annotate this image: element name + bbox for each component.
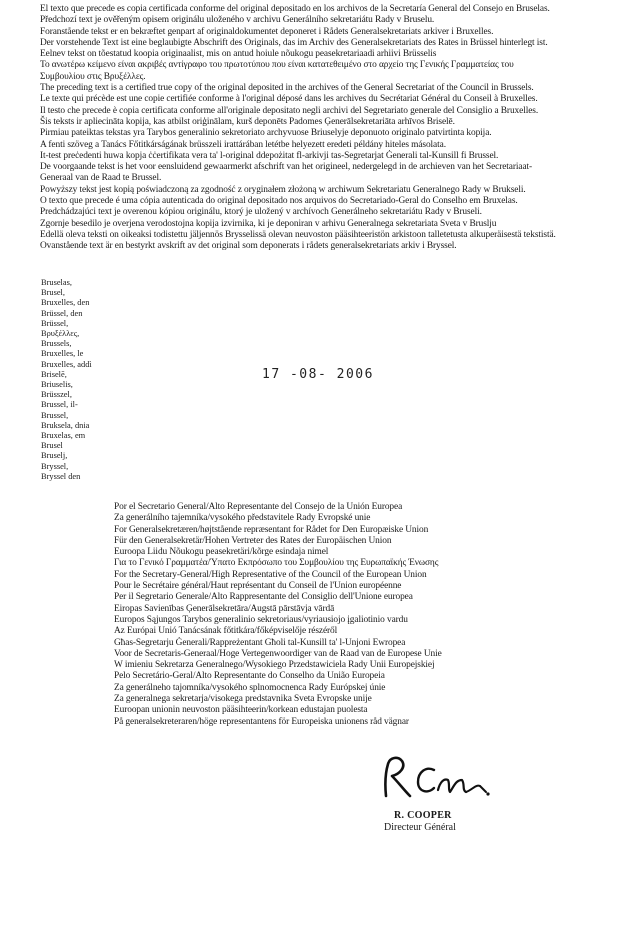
representative-line: Za generálneho tajomníka/vysokého splnomocnenca Rady Európskej únie [114,682,386,693]
date-stamp: 17 -08- 2006 [262,367,374,382]
certification-line: Zgornje besedilo je overjena verodostojna kopija izvirnika, ki je deponiran v arhivu Generalnega sekretariata Sveta v Bruslju [40,218,497,229]
certification-line: Powyższy tekst jest kopią poświadczoną za zgodność z oryginałem złożoną w archiwum Sekretariatu Generalnego Rady w Brukseli. [40,184,526,195]
city-line: Briselē, [41,369,67,379]
city-line: Brussel, il- [41,400,78,410]
certification-line: Pirmiau pateiktas tekstas yra Tarybos generalinio sekretoriato archyvuose Briuselyje deponuoto originalo patvirtinta kopija. [40,128,492,139]
representative-line: Europos Sąjungos Tarybos generalinio sekretoriaus/vyriausiojo įgaliotinio vardu [114,614,408,625]
city-line: Bruxelles, le [41,349,84,359]
representative-formulas [114,502,634,728]
representative-line: Za generálního tajemníka/vysokého představitele Rady Evropské unie [114,513,371,524]
certification-line: The preceding text is a certified true copy of the original deposited in the archives of the General Secretariat of the Council in Brussels. [40,83,534,94]
certification-line: A fenti szöveg a Tanács Főtitkárságának brüsszeli irattárában letétbe helyezett eredeti példány hiteles másolata. [40,139,446,150]
representative-line: For the Secretary-General/High Representative of the Council of the European Union [114,569,427,580]
certification-line: Předchozí text je ověřeným opisem originálu uloženého v archivu Generálního sekretariátu Rady v Bruselu. [40,15,435,26]
representative-line: Für den Generalsekretär/Hohen Vertreter des Rates der Europäischen Union [114,535,392,546]
place-names-list [41,278,121,482]
city-line: Bruxelas, em [41,431,86,441]
certification-line: Le texte qui précède est une copie certifiée conforme à l'original déposé dans les archives du Secrétariat Général du Conseil à Bruxelles. [40,94,538,105]
certification-line: Foranstående tekst er en bekræftet genpart af originaldokumentet deponeret i Rådets Generalsekretariats arkiver i Bruxelles. [40,26,494,37]
certification-line: O texto que precede é uma cópia autenticada do original depositado nos arquivos do Secretariado-Geral do Conselho em Bruxelas. [40,196,518,207]
certification-statements [40,4,636,253]
representative-line: Za generalnega sekretarja/visokega predstavnika Sveta Evropske unije [114,694,372,705]
city-line: Bryssel, [41,461,69,471]
city-line: Bruxelles, den [41,298,90,308]
certification-line: Šis teksts ir apliecināta kopija, kas atbilst oriģinālam, kurš deponēts Padomes Ģenerālsekretariāta arhīvos Briselē. [40,116,455,127]
representative-line: W imieniu Sekretarza Generalnego/Wysokiego Przedstawiciela Rady Unii Europejskiej [114,660,435,671]
city-line: Briuselis, [41,380,73,390]
certification-line: Predchádzajúci text je overenou kópiou originálu, ktorý je uložený v archívoch Generálneho sekretariátu Rady v Bruseli. [40,207,482,218]
certification-line: De voorgaande tekst is het voor eensluidend gewaarmerkt afschrift van het origineel, nedergelegd in de archieven van het Secretariaat- [40,162,533,173]
representative-line: Per il Segretario Generale/Alto Rappresentante del Consiglio dell'Unione europea [114,592,413,603]
certification-line: Eelnev tekst on tõestatud koopia originaalist, mis on antud hoiule nõukogu peasekretariaadi arhiivi Brüsselis [40,49,437,60]
city-line: Bryssel den [41,471,81,481]
representative-line: På generalsekreteraren/höge representantens för Europeiska unionens råd vägnar [114,716,409,727]
representative-line: For Generalsekretæren/højtstående repræsentant for Rådet for Den Europæiske Union [114,524,429,535]
representative-line: Για το Γενικό Γραμματέα/Ύπατο Εκπρόσωπο του Συμβουλίου της Ευρωπαϊκής Ένωσης [114,558,439,569]
representative-line: Por el Secretario General/Alto Representante del Consejo de la Unión Europea [114,502,403,512]
handwritten-signature [376,752,496,802]
certification-line: Il testo che precede è copia certificata conforme all'originale depositato negli archivi del Segretariato generale del Consiglio a Bruxelles. [40,105,539,116]
certification-line: El texto que precede es copia certificada conforme del original depositado en los archivos de la Secretaría General del Consejo en Bruselas. [40,4,550,14]
representative-line: Az Európai Unió Tanácsának főtitkára/főképviselője részéről [114,626,338,637]
certification-line: Συμβουλίου στις Βρυξέλλες. [40,71,146,82]
representative-line: Euroopa Liidu Nõukogu peasekretäri/kõrge esindaja nimel [114,547,329,558]
city-line: Brüssel, den [41,308,83,318]
city-line: Brussel, [41,410,69,420]
city-line: Brüssel, [41,318,69,328]
representative-line: Pelo Secretário-Geral/Alto Representante do Conselho da União Europeia [114,671,385,682]
city-line: Brusel [41,441,63,451]
representative-line: Eiropas Savienības Ģenerālsekretāra/Augstā pārstāvja vārdā [114,603,335,614]
representative-line: Euroopan unionin neuvoston pääsihteerin/korkean edustajan puolesta [114,705,368,716]
certification-line: Ovanstående text är en bestyrkt avskrift av det original som deponerats i rådets generalsekretariats arkiv i Bryssel. [40,241,457,252]
city-line: Βρυξέλλες, [41,329,80,339]
representative-line: Pour le Secrétaire général/Haut représentant du Conseil de l'Union européenne [114,581,402,592]
certification-line: Το ανωτέρω κείμενο είναι ακριβές αντίγραφο του πρωτοτύπου που είναι κατατεθειμένο στο αρχείο της Γενικής Γραμματείας του [40,60,514,71]
signatory-title: Directeur Général [384,822,456,833]
city-line: Bruksela, dnia [41,420,90,430]
representative-line: Voor de Secretaris-Generaal/Hoge Vertegenwoordiger van de Raad van de Europese Unie [114,648,442,659]
city-line: Brussels, [41,339,72,349]
city-line: Brusel, [41,288,65,298]
city-line: Brüsszel, [41,390,72,400]
city-line: Bruxelles, addì [41,359,92,369]
signatory-name: R. COOPER [394,810,452,821]
representative-line: Għas-Segretarju Ġenerali/Rappreżentant Għoli tal-Kunsill ta' l-Unjoni Ewropea [114,637,406,648]
certification-line: Edellä oleva teksti on oikeaksi todistettu jäljennös Brysselissä olevan neuvoston pääsihteeristön arkistoon talletetusta alkuperäisestä tekstistä. [40,229,556,240]
certification-line: Generaal van de Raad te Brussel. [40,173,162,184]
city-line: Bruselj, [41,451,68,461]
certification-line: It-test preċedenti huwa kopja ċċertifikata vera ta' l-original ddepożitat fl-arkivji tas-Segretarjat Ġenerali tal-Kunsill fi Brussel. [40,150,499,161]
certification-line: Der vorstehende Text ist eine beglaubigte Abschrift des Originals, das im Archiv des Generalsekretariats des Rates in Brüssel hinterlegt ist. [40,37,548,48]
city-line: Bruselas, [41,278,72,287]
